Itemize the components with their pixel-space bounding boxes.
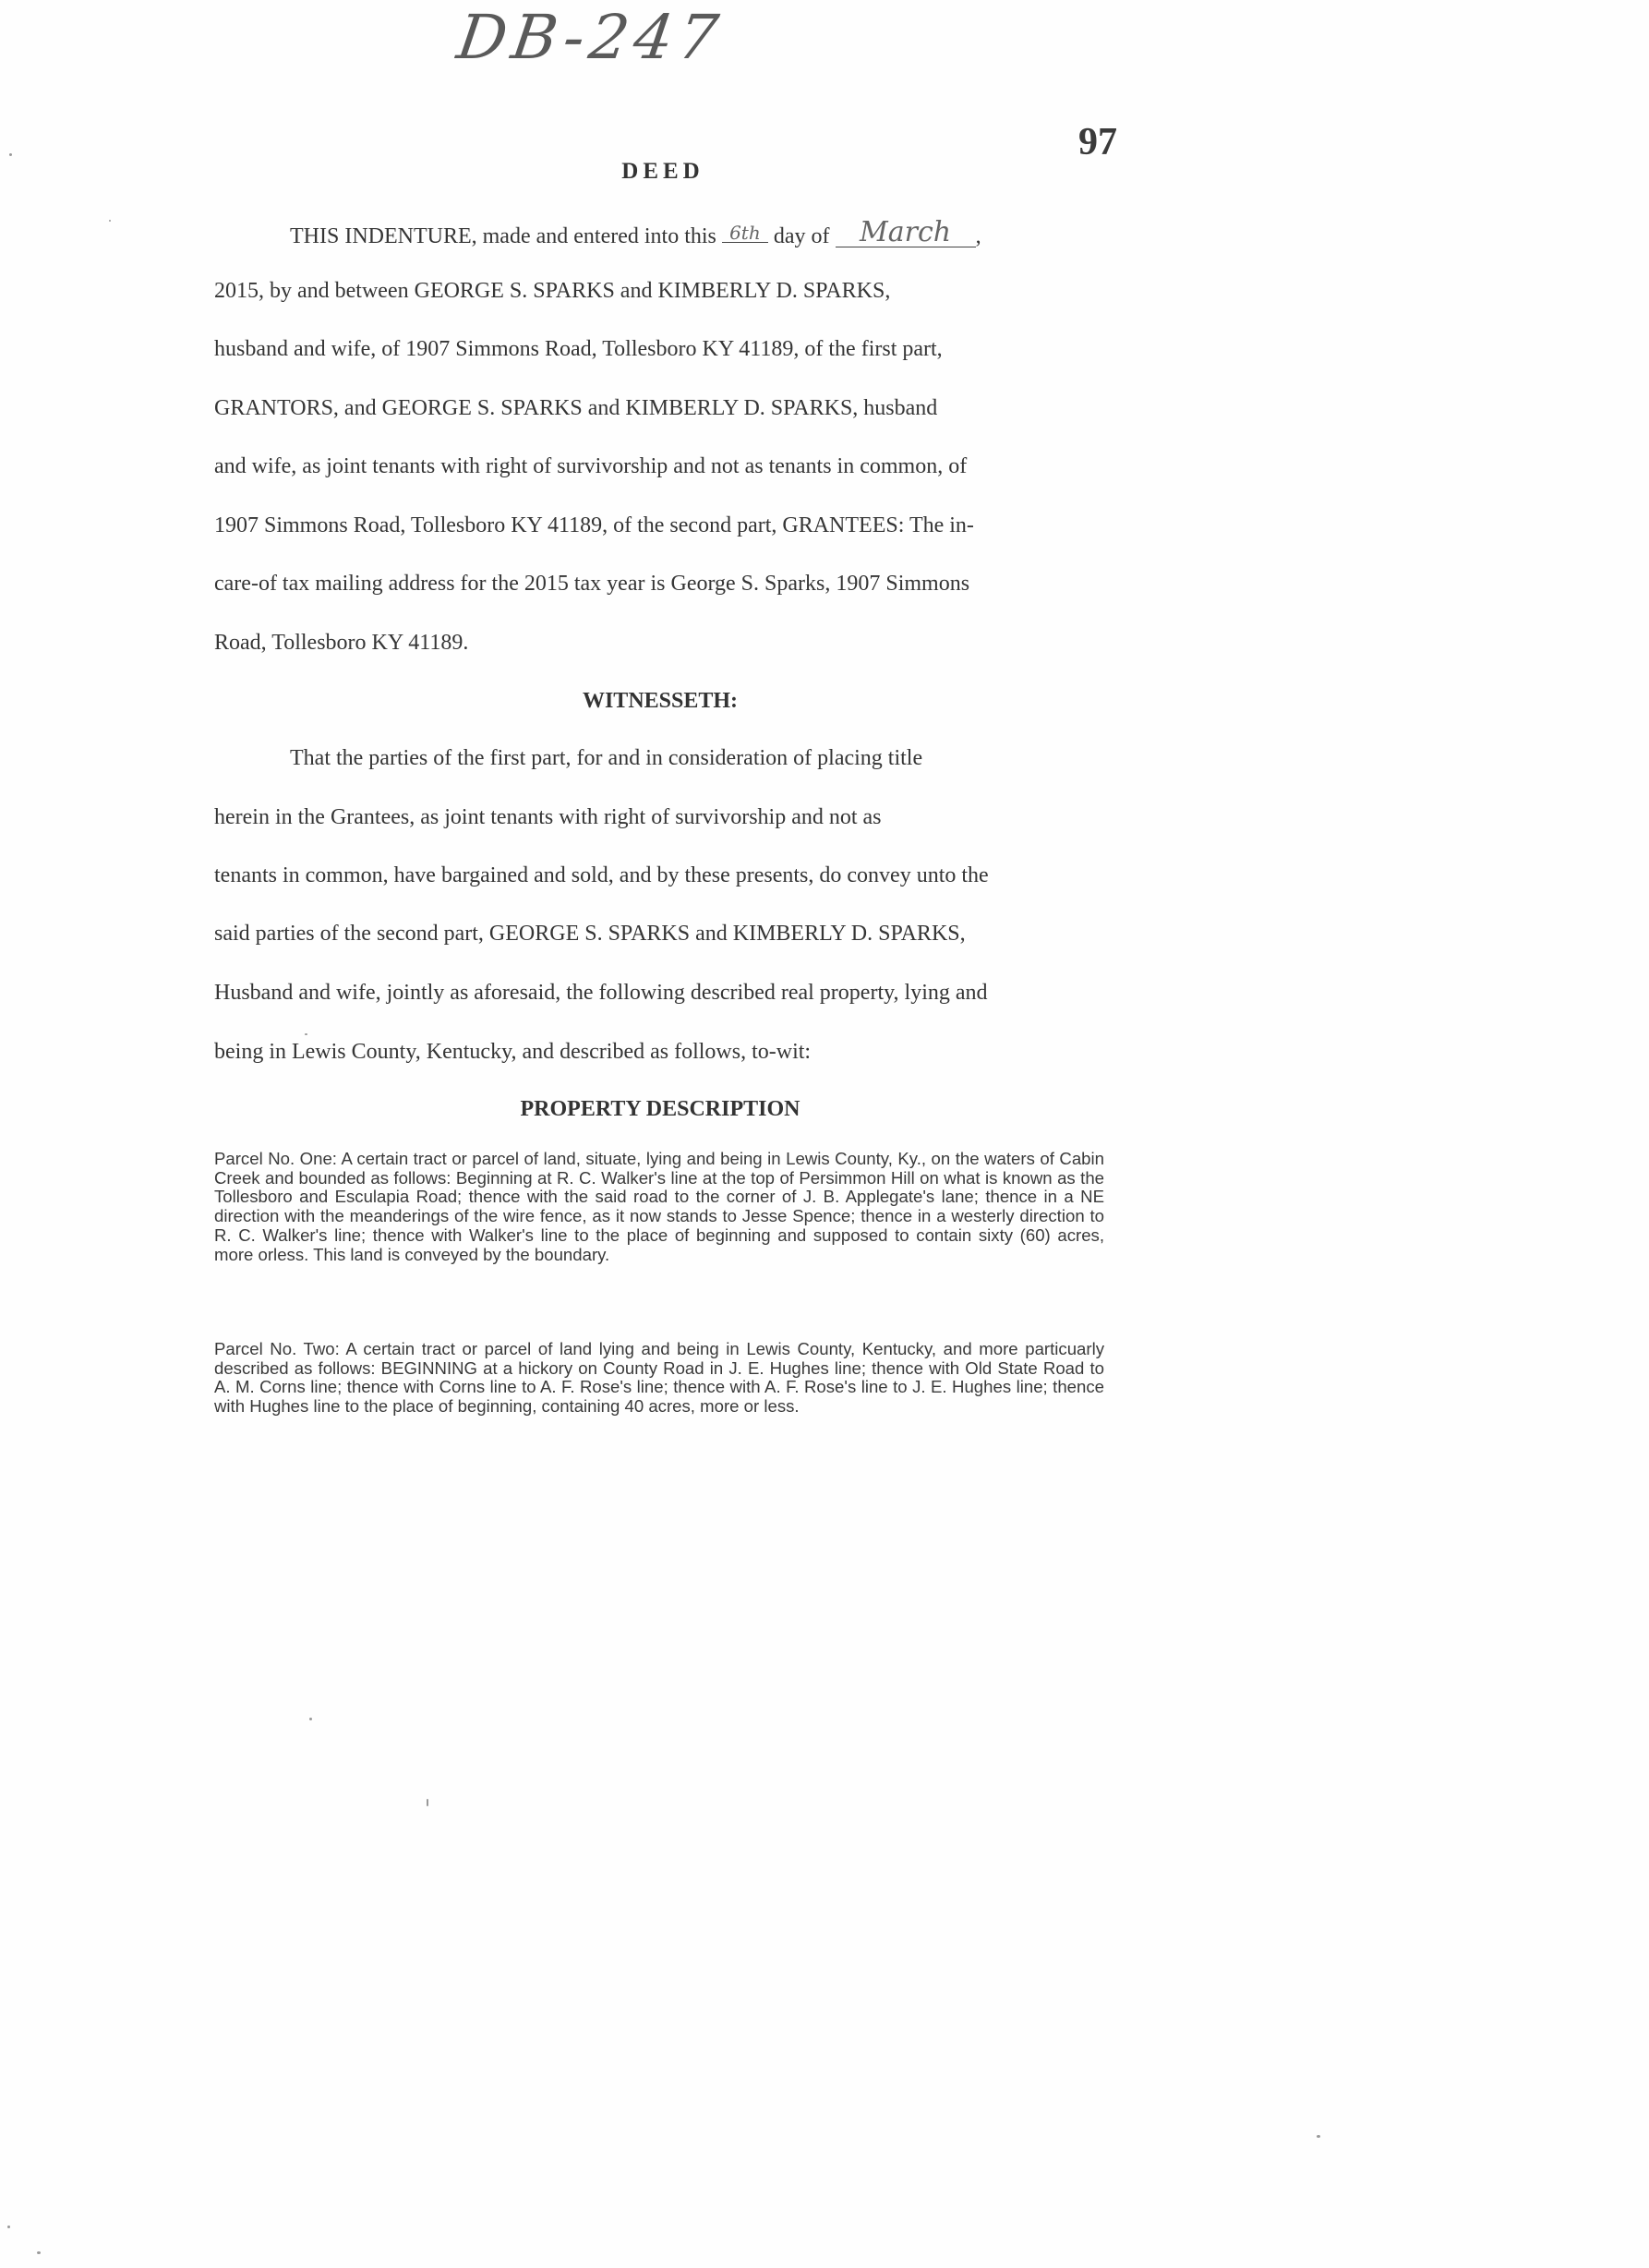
indenture-line: 1907 Simmons Road, Tollesboro KY 41189, of the second part, GRANTEES: The in- bbox=[214, 513, 974, 537]
witnesseth-line: being in Lewis County, Kentucky, and described as follows, to-wit: bbox=[214, 1040, 812, 1064]
document-title: DEED bbox=[621, 159, 704, 184]
property-description-heading: PROPERTY DESCRIPTION bbox=[520, 1097, 800, 1121]
indenture-line: GRANTORS, and GEORGE S. SPARKS and KIMBERLY D. SPARKS, husband bbox=[214, 396, 938, 420]
scan-speck bbox=[7, 2226, 10, 2228]
indenture-line: Road, Tollesboro KY 41189. bbox=[214, 631, 469, 655]
indenture-line: 2015, by and between GEORGE S. SPARKS and KIMBERLY D. SPARKS, bbox=[214, 279, 891, 303]
witnesseth-line: Husband and wife, jointly as aforesaid, the following described real property, lying and bbox=[214, 981, 988, 1005]
parcel-one-description: Parcel No. One: A certain tract or parcel of land, situate, lying and being in Lewis County, Ky., on the waters of Cabin Creek and bounded as follows: Beginning at R. C. Walker's line at the top of Persimmon Hill on what is known as the Tollesboro and Esculapia Road; thence with the said road to the corner of J. B. Applegate's lane; thence in a NE direction with the meanderings of the wire fence, as it now stands to Jesse Spence; thence in a westerly direction to R. C. Walker's line; thence with Walker's line to the place of beginning and supposed to contain sixty (60) acres, more orless. This land is conveyed by the boundary. bbox=[214, 1149, 1104, 1264]
scan-speck bbox=[309, 1718, 312, 1720]
indenture-line: care-of tax mailing address for the 2015 tax year is George S. Sparks, 1907 Simmons bbox=[214, 572, 970, 596]
scan-speck bbox=[9, 153, 12, 156]
witnesseth-line: That the parties of the first part, for and in consideration of placing title bbox=[290, 746, 923, 770]
indenture-first-line bbox=[290, 216, 1167, 249]
scan-speck bbox=[427, 1799, 428, 1806]
indenture-line: and wife, as joint tenants with right of survivorship and not as tenants in common, of bbox=[214, 454, 968, 478]
scan-speck bbox=[1317, 2135, 1320, 2138]
indenture-line: husband and wife, of 1907 Simmons Road, Tollesboro KY 41189, of the first part, bbox=[214, 337, 943, 361]
month-comma: , bbox=[975, 224, 981, 248]
handwritten-month-field: March bbox=[836, 219, 976, 247]
handwritten-book-reference: DB-247 bbox=[452, 2, 728, 73]
page-number: 97 bbox=[1078, 121, 1117, 163]
scan-speck bbox=[109, 220, 111, 222]
witnesseth-line: herein in the Grantees, as joint tenants with right of survivorship and not as bbox=[214, 805, 882, 829]
scan-speck bbox=[305, 1033, 307, 1035]
witnesseth-line: tenants in common, have bargained and sold, and by these presents, do convey unto the bbox=[214, 863, 989, 887]
handwritten-day-field: 6th bbox=[722, 223, 768, 243]
day-of-label: day of bbox=[773, 224, 830, 248]
witnesseth-line: said parties of the second part, GEORGE S. SPARKS and KIMBERLY D. SPARKS, bbox=[214, 922, 966, 946]
witnesseth-heading: WITNESSETH: bbox=[582, 689, 739, 713]
parcel-two-description: Parcel No. Two: A certain tract or parcel of land lying and being in Lewis County, Kentucky, and more particuarly described as follows: BEGINNING at a hickory on County Road in J. E. Hughes line; thence with Old State Road to A. M. Corns line; thence with Corns line to A. F. Rose's line; thence with A. F. Rose's line to J. E. Hughes line; thence with Hughes line to the place of beginning, containing 40 acres, more or less. bbox=[214, 1339, 1104, 1417]
indenture-intro: THIS INDENTURE, made and entered into this bbox=[290, 224, 716, 248]
scan-speck bbox=[37, 2251, 41, 2254]
